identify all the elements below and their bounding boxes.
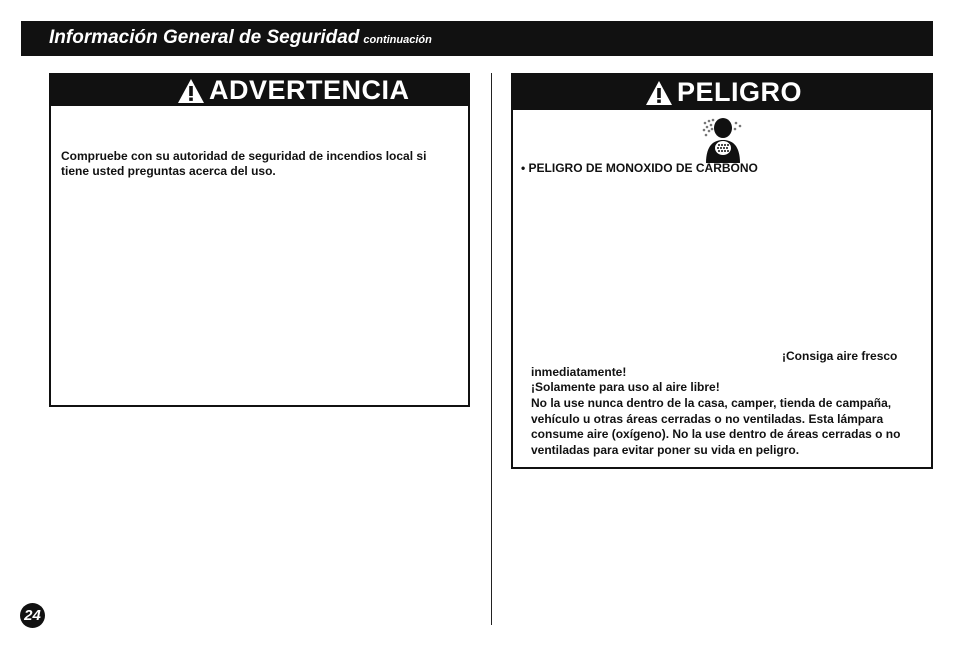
column-divider — [491, 73, 492, 625]
danger-bullet: • PELIGRO DE MONOXIDO DE CARBONO — [521, 161, 758, 175]
section-title — [49, 27, 432, 51]
fresh-air-line-2: inmediatamente! — [531, 365, 627, 379]
danger-box — [511, 73, 933, 469]
outdoor-use-only: ¡Solamente para uso al aire libre! — [531, 380, 720, 394]
warning-text: Compruebe con su autoridad de seguridad de incendios local si tiene usted preguntas acerca del uso. — [61, 149, 427, 178]
section-header — [21, 21, 933, 56]
danger-paragraph: No la use nunca dentro de la casa, camper, tienda de campaña, vehículo u otras áreas cerradas o no ventiladas. Esta lámpara consume aire (oxígeno). No la use dentro de áreas cerradas o no ventiladas para evitar poner su vida en peligro. — [531, 396, 901, 457]
fresh-air-line-1: ¡Consiga aire fresco — [782, 349, 898, 363]
warning-triangle-icon — [177, 78, 205, 104]
carbon-monoxide-icon — [700, 115, 746, 163]
warning-header — [51, 75, 468, 106]
warning-title: ADVERTENCIA — [209, 75, 410, 105]
warning-triangle-icon — [645, 80, 673, 106]
danger-title: PELIGRO — [677, 77, 803, 107]
section-subtitle: continuación — [363, 34, 432, 46]
section-title-text: Información General de Seguridad — [49, 27, 360, 48]
warning-box — [49, 73, 470, 407]
danger-header — [513, 75, 931, 110]
page-number: 24 — [20, 603, 45, 628]
